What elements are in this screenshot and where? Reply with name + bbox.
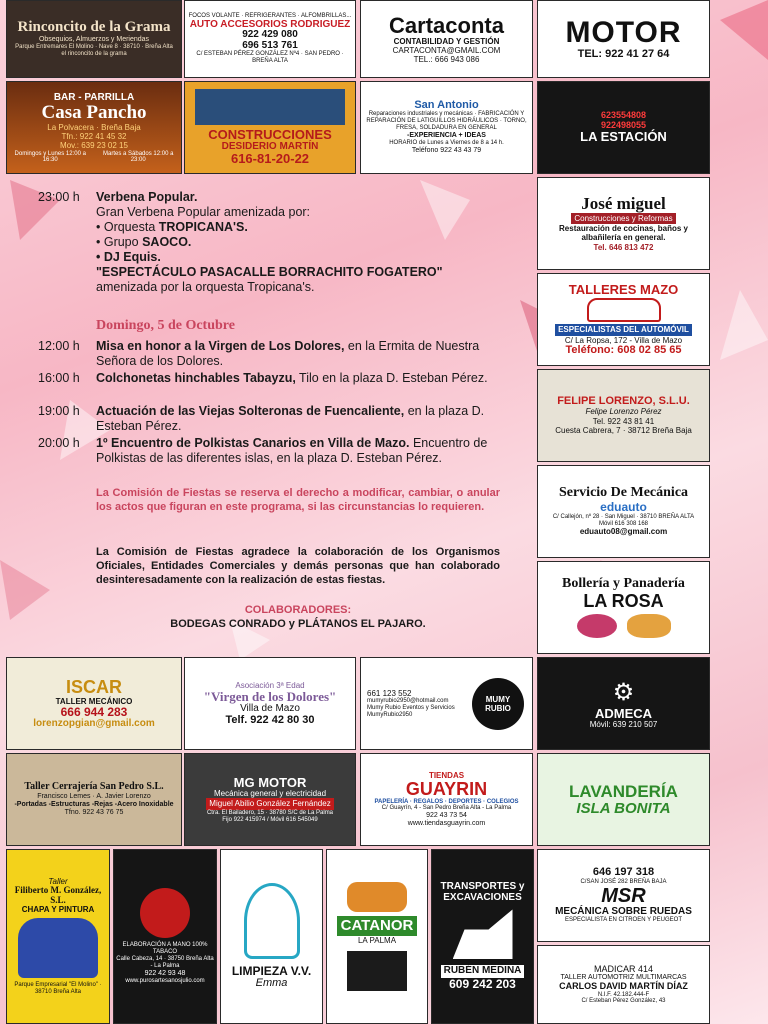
ad-admeca <box>537 657 710 750</box>
event-line: • Orquesta <box>96 220 159 234</box>
ad-name: Cartaconta <box>389 12 504 38</box>
ad-owner: Felipe Lorenzo Pérez <box>585 407 662 417</box>
ad-name: TALLERES MAZO <box>568 281 679 297</box>
ad-owner: DESIDERIO MARTÍN <box>221 140 319 152</box>
ad-category: BAR - PARRILLA <box>53 91 135 103</box>
event-bold: Misa en honor a la Virgen de Los Dolores, <box>96 339 345 353</box>
ad-phone: 609 242 203 <box>449 976 516 991</box>
ad-phone: Tfno. 922 43 76 75 <box>64 808 124 816</box>
ad-name: ADMECA <box>594 705 653 721</box>
event-line: en la Ermita de Nuestra Señora de los Dolores. <box>96 339 480 368</box>
ad-phone: 623554808 <box>600 110 647 121</box>
ad-website: www.tiendasguayrin.com <box>407 820 486 828</box>
event-line: Encuentro de Polkistas de las diferentes islas, en la plaza D. Esteban Pérez. <box>96 436 488 465</box>
car-icon <box>587 298 661 322</box>
ad-name: GUAYRIN <box>405 778 488 799</box>
thanks-notice: La Comisión de Fiestas agradece la colaboración de los Organismos Oficiales, Entidades Comerciales y demás personas que han colaborado desinteresadamente con la realización de estas fiestas. <box>96 546 500 586</box>
ad-location: LA PALMA <box>357 935 397 945</box>
ad-phone: 922498055 <box>600 119 647 130</box>
ad-phone: TEL.: 666 943 086 <box>413 55 480 65</box>
ad-talleres-mazo <box>537 273 710 366</box>
ad-madicar <box>537 945 710 1024</box>
ad-catanor <box>326 849 428 1024</box>
ad-address: C/ Guayrín, 4 - San Pedro Breña Alta - La Palma <box>381 805 512 812</box>
ad-msr <box>537 849 710 942</box>
ad-owner: RUBÉN MEDINA <box>441 965 525 978</box>
ad-brand: MADICAR 414 <box>593 963 654 974</box>
ad-hours: Domingos y Lunes 12:00 a 16:30 <box>14 150 86 163</box>
mumy-logo: MUMY RUBIO <box>472 678 524 730</box>
construction-photo <box>195 89 344 125</box>
ad-address: C/ Callejón, nº 28 · San Miguel · 38710 BREÑA ALTA <box>552 513 695 520</box>
ad-description: Restauración de cocinas, baños y albañilería en general. <box>559 224 688 243</box>
ad-nif: N.I.F. 42.182.444-F <box>597 991 650 998</box>
ad-name: MG MOTOR <box>233 774 307 790</box>
ad-subtitle: TALLER AUTOMOTRIZ MULTIMARCAS <box>560 974 687 982</box>
ad-phone: Tel. 922 43 81 41 <box>592 416 655 426</box>
house-drop-icon <box>244 883 300 959</box>
ad-mobile: Mov.: 639 23 02 15 <box>60 141 128 151</box>
event-line: en la plaza D. Esteban Pérez. <box>96 404 485 433</box>
ad-facebook: Mumy Rubio Eventos y Servicios <box>367 704 455 711</box>
ad-san-antonio <box>360 81 533 174</box>
ad-email: CARTACONTA@GMAIL.COM <box>392 45 501 55</box>
ad-location: La Polvacera · Breña Baja <box>47 122 141 132</box>
catanor-logo <box>347 951 407 991</box>
ad-hours: HORARIO de Lunes a Viernes de 8 a 14 h. <box>389 140 504 147</box>
excavator-icon <box>453 909 513 959</box>
ad-brand: San Antonio <box>414 98 479 111</box>
ad-name: Bollería y Panadería <box>562 576 685 592</box>
event-time: 12:00 h <box>38 339 80 353</box>
ad-phone: Móvil: 639 210 507 <box>589 720 658 730</box>
ad-la-estacion <box>537 81 710 174</box>
ad-title: Rinconcito de la Grama <box>17 19 171 36</box>
ad-address: C/ Esteban Pérez González, 43 <box>581 998 666 1005</box>
event-line: • Grupo <box>96 235 143 249</box>
collaborators-list: BODEGAS CONRADO y PLÁTANOS EL PAJARO. <box>170 618 426 630</box>
ad-phone: 661 123 552 <box>367 688 412 698</box>
animals-icon <box>347 882 407 912</box>
ad-mobile: Móvil 616 308 168 <box>598 520 649 527</box>
ad-mumy <box>360 657 533 750</box>
ad-phone: Tfn.: 922 41 45 32 <box>61 132 127 142</box>
ad-address: Cuesta Cabrera, 7 · 38712 Breña Baja <box>555 425 692 435</box>
ad-subtitle: TALLER MECÁNICO <box>55 696 133 706</box>
ad-virgen-dolores <box>184 657 356 750</box>
ad-servicio-mecanica <box>537 465 710 558</box>
car-icon <box>18 918 98 978</box>
event-title: Verbena Popular. <box>96 190 198 204</box>
ad-address: Parque Entremares El Molino · Nave 8 · 38710 · Breña Alta <box>15 44 173 50</box>
ad-phone: 646 197 318 <box>592 866 655 879</box>
event-time: 20:00 h <box>38 436 80 450</box>
ad-subtitle: CHAPA Y PINTURA <box>21 905 95 915</box>
ad-location: Villa de Mazo <box>240 703 300 715</box>
ad-rodriguez <box>184 0 356 78</box>
ad-phone: 696 513 761 <box>242 39 298 51</box>
ad-name: ISCAR <box>65 676 122 697</box>
ad-subtitle: Emma <box>255 977 288 990</box>
ad-name: Casa Pancho <box>41 102 147 123</box>
ad-phone: Teléfono: 608 02 85 65 <box>565 343 682 356</box>
ad-name: CATANOR <box>337 916 418 936</box>
ad-phone: Tel. 646 813 472 <box>593 242 654 252</box>
ad-subtitle: CONTABILIDAD Y GESTIÓN <box>393 36 500 46</box>
ad-owner: CARLOS DAVID MARTÍN DÍAZ <box>559 981 688 992</box>
ad-address: C/ La Ropsa, 172 - Villa de Mazo <box>564 335 683 345</box>
event-line: Tilo en la plaza D. Esteban Pérez. <box>295 371 488 385</box>
ad-construcciones <box>184 81 356 174</box>
event-time: 23:00 h <box>38 190 80 204</box>
event-line: amenizada por la orquesta Tropicana's. <box>96 280 315 294</box>
ad-mg-motor <box>184 753 356 846</box>
ad-brand: eduauto <box>600 500 647 515</box>
ad-subtitle: ISLA BONITA <box>576 799 671 817</box>
day-heading: Domingo, 5 de Octubre <box>96 318 235 333</box>
ad-subtitle: ESPECIALISTA EN CITROEN Y PEUGEOT <box>564 917 683 924</box>
ad-owner: Miguel Abilio González Fernández <box>206 798 333 809</box>
ad-instagram: MumyRubio2950 <box>367 711 413 718</box>
ad-name: MECÁNICA SOBRE RUEDAS <box>555 905 692 917</box>
ad-subtitle: Mecánica general y electricidad <box>213 789 327 799</box>
event-time: 16:00 h <box>38 371 80 385</box>
ad-cerrajeria <box>6 753 182 846</box>
ad-name: CONSTRUCCIONES <box>208 127 332 143</box>
ad-la-rosa <box>537 561 710 654</box>
gear-wrench-icon: ⚙ <box>612 678 635 706</box>
event-bold: "ESPECTÁCULO PASACALLE BORRACHITO FOGATERO" <box>96 265 443 279</box>
ad-subtitle: PAPELERÍA · REGALOS · DEPORTES · COLEGIOS <box>374 798 519 805</box>
ad-phone: TEL: 922 41 27 64 <box>577 47 670 60</box>
event-time: 19:00 h <box>38 404 80 418</box>
ad-limpieza <box>220 849 323 1024</box>
ad-name: Filiberto M. González, S.L. <box>14 885 102 905</box>
ad-jose-miguel <box>537 177 710 270</box>
ad-name: LIMPIEZA V.V. <box>231 963 312 978</box>
ad-cartaconta <box>360 0 533 78</box>
event-bold: Actuación de las Viejas Solteronas de Fuencaliente, <box>96 404 405 418</box>
ad-lavanderia <box>537 753 710 846</box>
ad-name: LAVANDERÍA <box>569 781 678 801</box>
event-bold: • DJ Equis. <box>96 250 161 264</box>
ad-subtitle: Obsequios, Almuerzos y Meriendas <box>38 35 150 43</box>
ad-name: FELIPE LORENZO, S.L.U. <box>557 394 690 407</box>
ad-address: C/SAN JOSÉ 282 BREÑA BAJA <box>580 878 667 885</box>
ad-casa-pancho <box>6 81 182 174</box>
ad-phone: 922 429 080 <box>242 29 298 41</box>
ad-phone: 616-81-20-22 <box>230 151 310 167</box>
ad-prefix: TIENDAS <box>428 770 465 780</box>
ad-prefix: Taller <box>48 876 68 886</box>
ad-address: Ctra. El Bailadero, 15 · 38780 S/C de La Palma <box>206 809 334 816</box>
ad-email: mumyrubio2950@hotmail.com <box>367 697 449 704</box>
ad-email: eduauto08@gmail.com <box>579 527 668 537</box>
event-bold: Colchonetas hinchables Tabayzu, <box>96 371 296 385</box>
event-line: Gran Verbena Popular amenizada por: <box>96 205 311 219</box>
ad-subtitle: ESPECIALISTAS DEL AUTOMÓVIL <box>555 324 692 335</box>
ad-website: www.purosartesanosjulio.com <box>125 977 205 984</box>
ad-slogan: -EXPERIENCIA + IDEAS <box>407 132 486 140</box>
bread-icon <box>627 614 671 638</box>
event-bold: SAOCO. <box>142 235 192 249</box>
ad-address: C/ ESTEBAN PÉREZ GONZÁLEZ Nº4 · SAN PEDRO · BREÑA ALTA <box>196 51 344 65</box>
disclaimer-notice: La Comisión de Fiestas se reserva el derecho a modificar, cambiar, o anular los actos que figuran en este programa, si las circunstancias lo requieren. <box>96 487 500 513</box>
ad-name: Servicio De Mecánica <box>558 485 689 501</box>
ad-name: MOTOR <box>565 16 682 50</box>
cigar-logo-icon <box>140 888 190 938</box>
event-bold: 1º Encuentro de Polkistas Canarios en Villa de Mazo. <box>96 436 410 450</box>
ad-transportes <box>431 849 534 1024</box>
ad-name: AUTO ACCESORIOS RODRIGUEZ <box>189 18 351 30</box>
ad-iscar <box>6 657 182 750</box>
ad-phone: 666 944 283 <box>60 704 128 719</box>
ad-guayrin <box>360 753 533 846</box>
ad-phone: Telf. 922 42 80 30 <box>225 713 315 726</box>
ad-subtitle: Construcciones y Reformas <box>571 213 675 224</box>
ad-services: -Portadas -Estructuras -Rejas -Acero Inoxidable <box>14 800 174 808</box>
ad-top-text: FOCOS VOLANTE · REFRIGERANTES · ALFOMBRILLAS... <box>188 12 352 19</box>
ad-description: Reparaciones industriales y mecánicas · FABRICACIÓN Y REPARACIÓN DE LATIGUILLOS HIDRÁULICOS · TORNO, FRESA, SOLDADURA EN GENERAL <box>366 111 527 132</box>
ad-name: TRANSPORTES y EXCAVACIONES <box>440 881 525 903</box>
ad-filiberto <box>6 849 110 1024</box>
ad-rinconcito <box>6 0 182 78</box>
ad-facebook: el rinconcito de la grama <box>61 50 127 57</box>
collaborators-title: COLABORADORES: <box>244 604 352 616</box>
ad-phone: 922 43 73 54 <box>426 812 467 820</box>
ad-motor <box>537 0 710 78</box>
ad-name: "Virgen de los Dolores" <box>203 688 337 704</box>
ad-brand: LA ROSA <box>583 590 664 611</box>
ad-phone: Teléfono 922 43 43 79 <box>411 147 482 155</box>
ad-name: Taller Cerrajería San Pedro S.L. <box>24 781 164 793</box>
ad-name: José miguel <box>581 194 666 214</box>
ad-subtitle: ELABORACIÓN A MANO 100% TABACO <box>122 942 208 956</box>
ad-owners: Francisco Lemes · A. Javier Lorenzo <box>37 792 151 800</box>
ad-address: Calle Cabeza, 14 · 38750 Breña Alta - La Palma <box>116 956 214 969</box>
ad-assoc: Asociación 3ª Edad <box>235 680 305 690</box>
ad-fontaneria <box>537 369 710 462</box>
msr-logo-icon: MSR <box>601 884 646 907</box>
ad-puros <box>113 849 217 1024</box>
ad-email: lorenzopgian@gmail.com <box>33 717 155 729</box>
ad-phone: 922 42 93 48 <box>144 969 186 977</box>
event-bold: TROPICANA'S. <box>158 220 248 234</box>
ad-phone: Fijo 922 415974 / Móvil 616 545049 <box>222 816 318 823</box>
flower-icon <box>577 614 617 638</box>
ad-name: LA ESTACIÓN <box>580 129 667 145</box>
ad-address: Parque Empresarial "El Molino" · 38710 Breña Alta <box>14 982 102 996</box>
ad-hours: Martes a Sábados 12:00 a 23:00 <box>103 150 174 163</box>
